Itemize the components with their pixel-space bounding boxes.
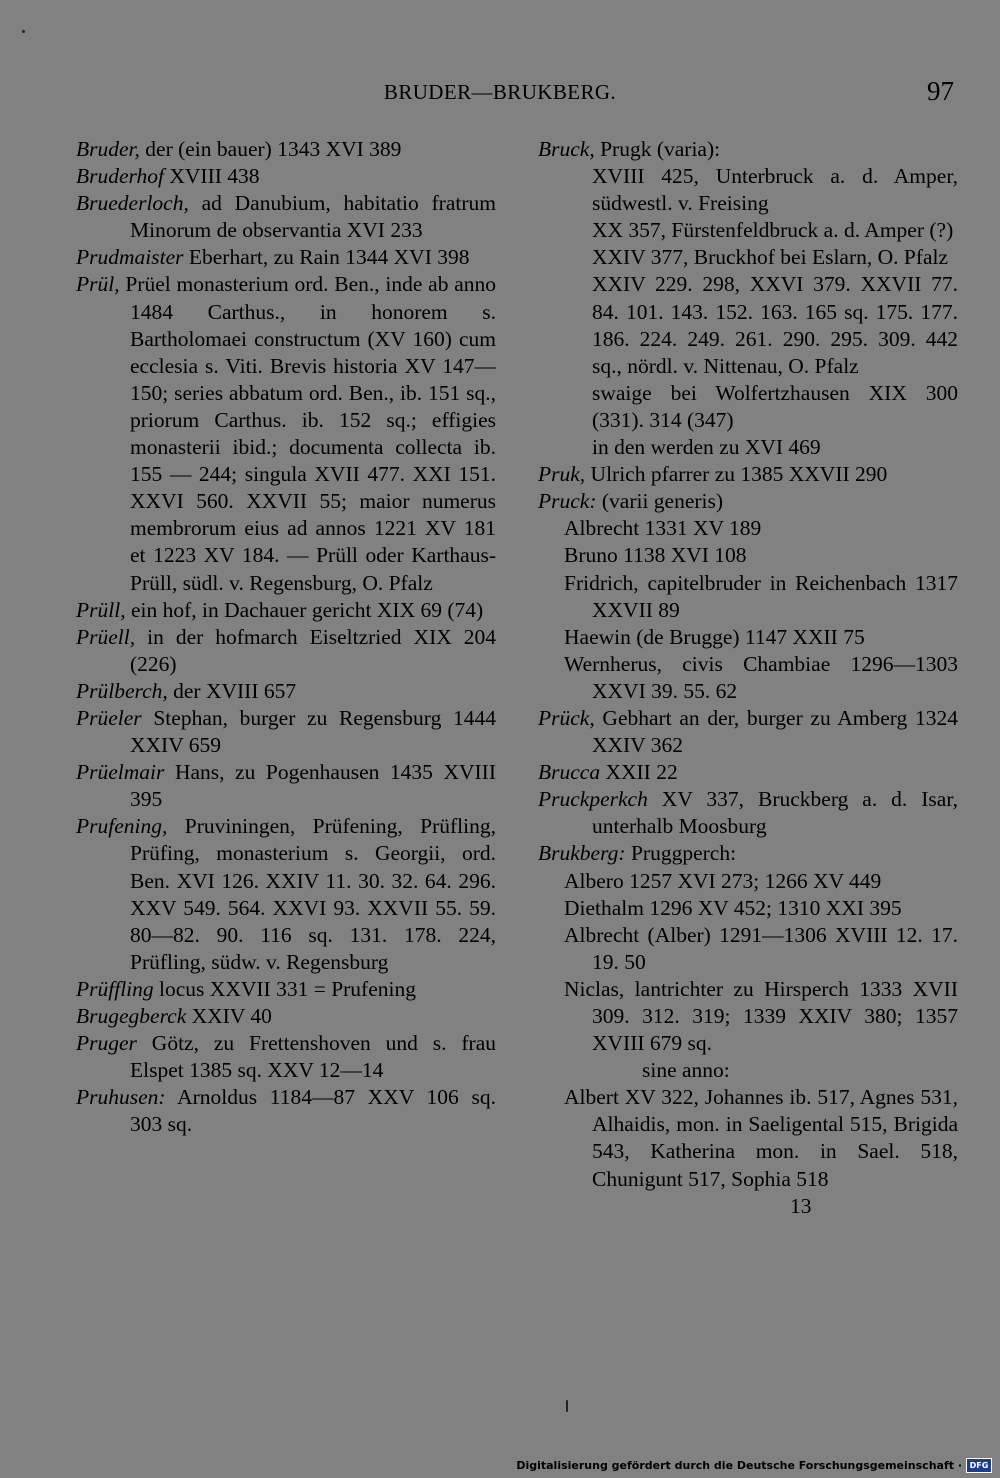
headword: Brugegberck bbox=[76, 1004, 187, 1028]
scan-speck bbox=[566, 1400, 568, 1412]
running-title: BRUDER—BRUKBERG. bbox=[383, 80, 617, 104]
scan-speck bbox=[22, 30, 25, 33]
printer-signature: 13 bbox=[790, 1193, 812, 1218]
headword: Prück, bbox=[538, 705, 595, 730]
headword: Bruder, bbox=[76, 137, 140, 161]
sub-entry: XVIII 425, Unterbruck a. d. Amper, südwestl. v. Freising bbox=[592, 164, 958, 216]
index-entry bbox=[76, 271, 496, 596]
footer-credit bbox=[516, 1458, 992, 1473]
headword: Pruger bbox=[76, 1031, 137, 1056]
entry-text: XVIII 438 bbox=[164, 164, 260, 189]
headword: Bruderhof bbox=[76, 164, 164, 189]
headword: Bruederloch, bbox=[76, 191, 189, 216]
entry-text: in der hofmarch Eiseltzried XIX 204 (226) bbox=[130, 624, 496, 676]
sub-entry: Fridrich, capitelbruder in Reichenbach 1317 XXVII 89 bbox=[564, 570, 958, 622]
headword: Pruckperkch bbox=[538, 787, 648, 812]
index-entry bbox=[76, 759, 496, 813]
index-entry bbox=[76, 190, 496, 244]
index-entry bbox=[76, 244, 496, 271]
index-entry bbox=[76, 976, 496, 1003]
index-entry bbox=[76, 705, 496, 759]
footer-credit-text: Digitalisierung gefördert durch die Deutsche Forschungsgemeinschaft · bbox=[516, 1459, 962, 1472]
sub-entry: XXIV 229. 298, XXVI 379. XXVII 77. 84. 101. 143. 152. 163. 165 sq. 175. 177. 186. 224. 249. 261. 290. 295. 309. 442 sq., nördl. v. Nittenau, O. Pfalz bbox=[592, 272, 958, 378]
sub-entry: Albert XV 322, Johannes ib. 517, Agnes 531, Alhaidis, mon. in Saeligental 515, Brigida 543, Katherina mon. in Sael. 518, Chunigunt 517, Sophia 518 bbox=[564, 1085, 958, 1191]
sub-entry: Wernherus, civis Chambiae 1296—1303 XXVI 39. 55. 62 bbox=[564, 651, 958, 703]
headword: Brucca bbox=[538, 760, 601, 785]
index-entry bbox=[76, 136, 496, 163]
sub-entry: Diethalm 1296 XV 452; 1310 XXI 395 bbox=[564, 895, 902, 920]
index-entry bbox=[76, 597, 496, 624]
headword: Prudmaister bbox=[76, 245, 184, 270]
entry-text: Pruviningen, Prüfening, Prüfling, Prüfing, monasterium s. Georgii, ord. Ben. XVI 126. XXIV 11. 30. 32. 64. 296. XXV 549. 564. XXVI 93. XXVII 55. 59. 80—82. 90. 116 sq. 131. 178. 224, Prüfling, südw. v. Regensburg bbox=[130, 814, 496, 974]
page-header bbox=[0, 78, 1000, 118]
sub-entry: swaige bei Wolfertzhausen XIX 300 (331). 314 (347) bbox=[592, 380, 958, 432]
entry-text: Stephan, burger zu Regensburg 1444 XXIV 659 bbox=[130, 705, 496, 758]
index-entry-pruck bbox=[538, 488, 958, 515]
headword: Prüll, bbox=[76, 597, 126, 622]
sub-entry: in den werden zu XVI 469 bbox=[592, 435, 821, 460]
entry-text: locus XXVII 331 = Prufening bbox=[153, 976, 416, 1001]
entry-text: Prugk (varia): bbox=[594, 137, 721, 161]
entry-text: Götz, zu Frettenshoven und s. frau Elspet 1385 sq. XXV 12—14 bbox=[130, 1031, 496, 1083]
headword: Pruk, bbox=[538, 462, 586, 487]
headword: Prüffling bbox=[76, 976, 154, 1001]
headword: Prüell, bbox=[76, 624, 136, 649]
headword: Pruhusen: bbox=[76, 1085, 166, 1110]
right-column bbox=[538, 136, 958, 1220]
index-entry bbox=[76, 813, 496, 976]
headword: Prül, bbox=[76, 272, 120, 297]
headword: Prüeler bbox=[76, 705, 142, 730]
index-entry-bruck bbox=[538, 136, 958, 163]
index-entry bbox=[76, 624, 496, 678]
index-entry-brukberg bbox=[538, 840, 958, 867]
entry-text: (varii generis) bbox=[596, 489, 724, 514]
left-column bbox=[76, 136, 496, 1138]
index-entry-brucca bbox=[538, 759, 958, 786]
dfg-logo-icon: DFG bbox=[966, 1458, 992, 1473]
sub-entry: Bruno 1138 XVI 108 bbox=[564, 543, 747, 568]
headword: Prufening, bbox=[76, 814, 168, 839]
entry-text: der (ein bauer) 1343 XVI 389 bbox=[139, 137, 402, 161]
index-entry bbox=[76, 1030, 496, 1084]
entry-text: Ulrich pfarrer zu 1385 XXVII 290 bbox=[585, 462, 888, 487]
entry-text: XV 337, Bruckberg a. d. Isar, unterhalb Moosburg bbox=[592, 787, 958, 839]
entry-text: ein hof, in Dachauer gericht XIX 69 (74) bbox=[125, 597, 484, 622]
index-entry-prueck bbox=[538, 705, 958, 759]
entry-text: Gebhart an der, burger zu Amberg 1324 XXIV 362 bbox=[592, 705, 958, 758]
entry-text: Eberhart, zu Rain 1344 XVI 398 bbox=[183, 245, 470, 270]
headword: Brukberg: bbox=[538, 841, 626, 866]
sub-entry: XXIV 377, Bruckhof bei Eslarn, O. Pfalz bbox=[592, 245, 949, 270]
entry-text: XXIV 40 bbox=[186, 1004, 272, 1028]
index-entry bbox=[76, 1003, 496, 1030]
sub-entry: Albrecht 1331 XV 189 bbox=[564, 516, 762, 541]
entry-text: der XVIII 657 bbox=[167, 678, 297, 703]
sub-entry: Niclas, lantrichter zu Hirsperch 1333 XVII 309. 312. 319; 1339 XXIV 380; 1357 XVIII 679 sq. bbox=[564, 976, 958, 1056]
sub-entry: XX 357, Fürstenfeldbruck a. d. Amper (?) bbox=[592, 218, 954, 243]
headword: Prülberch, bbox=[76, 678, 168, 703]
entry-text: Pruggperch: bbox=[625, 841, 737, 866]
sub-entry: Albrecht (Alber) 1291—1306 XVIII 12. 17. 19. 50 bbox=[564, 922, 958, 974]
entry-text: Prüel monasterium ord. Ben., inde ab anno 1484 Carthus., in honorem s. Bartholomaei constructum (XV 160) cum ecclesia s. Viti. Brevis historia XV 147—150; series abbatum ord. Ben., ib. 151 sq., priorum Carthus. ib. 152 sq.; effigies monasterii ibid.; documenta collecta ib. 155 — 244; singula XVII 477. XXI 151. XXVI 560. XXVII 55; maior numerus membrorum eius ad annos 1221 XV 181 et 1223 XV 184. — Prüll oder Karthaus-Prüll, südl. v. Regensburg, O. Pfalz bbox=[119, 272, 496, 595]
index-entry-pruckperkch bbox=[538, 786, 958, 840]
entry-text: Arnoldus 1184—87 XXV 106 sq. 303 sq. bbox=[130, 1085, 496, 1137]
index-entry bbox=[76, 163, 496, 190]
headword: Prüelmair bbox=[76, 760, 165, 785]
headword: Pruck: bbox=[538, 489, 597, 514]
entry-text: ad Danubium, habitatio fratrum Minorum de observantia XVI 233 bbox=[130, 191, 496, 243]
sine-anno-label: sine anno: bbox=[642, 1058, 730, 1083]
headword: Bruck, bbox=[538, 137, 595, 161]
entry-text: XXII 22 bbox=[600, 760, 678, 785]
sub-entry: Haewin (de Brugge) 1147 XXII 75 bbox=[564, 624, 865, 649]
sub-entry: Albero 1257 XVI 273; 1266 XV 449 bbox=[564, 868, 882, 893]
index-entry-pruk bbox=[538, 461, 958, 488]
entry-text: Hans, zu Pogenhausen 1435 XVIII 395 bbox=[130, 760, 496, 812]
page-number: 97 bbox=[927, 76, 954, 106]
index-entry bbox=[76, 1084, 496, 1138]
index-entry bbox=[76, 678, 496, 705]
